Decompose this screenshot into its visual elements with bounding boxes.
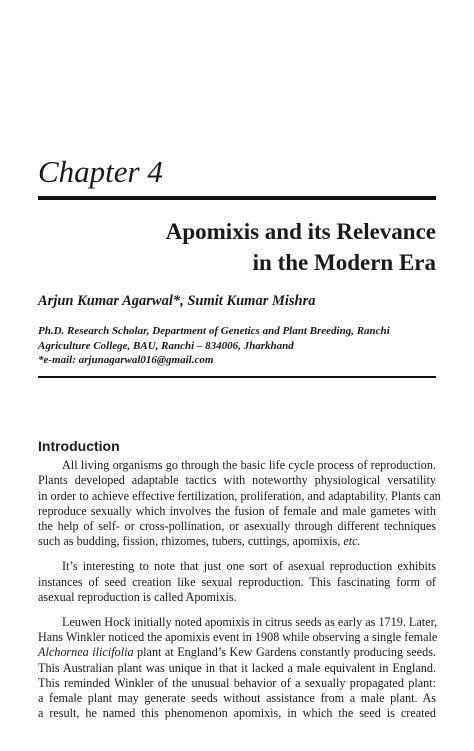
body-text bbox=[38, 458, 441, 731]
text-line bbox=[38, 534, 436, 549]
text-line: a result, he named this phenomenon apomixis, in which the seed is created bbox=[38, 706, 436, 721]
affiliation-divider bbox=[38, 376, 436, 378]
text-line: It’s interesting to note that just one sort of asexual reproduction exhibits bbox=[62, 559, 436, 574]
text-line: This reminded Winkler of the unusual behavior of a sexually propagated plant: bbox=[38, 675, 436, 690]
affiliation-line-2: Agriculture College, BAU, Ranchi – 834006, Jharkhand bbox=[38, 339, 294, 352]
section-heading-introduction: Introduction bbox=[38, 438, 120, 454]
author-email[interactable]: *e-mail: arjunagarwal016@gmail.com bbox=[38, 354, 214, 366]
text-line: instances of seed creation like sexual reproduction. This fascinating form of bbox=[38, 574, 436, 589]
text-line: All living organisms go through the basic life cycle process of reproduction. bbox=[62, 458, 436, 472]
chapter-title-line-1: Apomixis and its Relevance bbox=[165, 219, 436, 244]
text-line: Hans Winkler noticed the apomixis event in 1908 while observing a single female bbox=[38, 629, 438, 644]
chapter-title-line-2: in the Modern Era bbox=[252, 250, 436, 275]
text-line: reproduce sexually which involves the fusion of female and male gametes with bbox=[38, 503, 436, 518]
chapter-label: Chapter 4 bbox=[38, 154, 163, 189]
author-list: Arjun Kumar Agarwal*, Sumit Kumar Mishra bbox=[38, 293, 316, 309]
text-line: Leuwen Hock initially noted apomixis in citrus seeds as early as 1719. Later, bbox=[62, 614, 438, 629]
author-affiliation bbox=[38, 324, 436, 368]
text-line: Plants developed adaptable tactics with noteworthy physiological versatility bbox=[38, 473, 436, 488]
species-name: Alchornea ilicifolia bbox=[38, 645, 134, 660]
text-line: in order to achieve effective fertilization, proliferation, and adaptability. Plants can bbox=[38, 488, 441, 503]
text-line: the help of self- or cross-pollination, or asexually through different techniques bbox=[38, 519, 436, 534]
text-run: plant at England’s Kew Gardens constantly producing seeds. bbox=[133, 645, 436, 660]
text-run: such as budding, fission, rhizomes, tubers, cuttings, apomixis, bbox=[38, 534, 344, 549]
paragraph-1 bbox=[38, 458, 441, 550]
chapter-title bbox=[38, 216, 436, 278]
text-line: a female plant may generate seeds without assistance from a male plant. As bbox=[38, 691, 436, 706]
text-line: This Australian plant was unique in that it lacked a male equivalent in England. bbox=[38, 660, 436, 675]
text-run-italic: etc. bbox=[343, 534, 361, 549]
chapter-divider bbox=[38, 196, 436, 200]
paragraph-3 bbox=[38, 615, 436, 722]
affiliation-line-1: Ph.D. Research Scholar, Department of Genetics and Plant Breeding, Ranchi bbox=[38, 325, 390, 337]
text-line bbox=[38, 645, 436, 660]
text-line: asexual reproduction is called Apomixis. bbox=[38, 589, 237, 604]
paragraph-2 bbox=[38, 559, 436, 605]
